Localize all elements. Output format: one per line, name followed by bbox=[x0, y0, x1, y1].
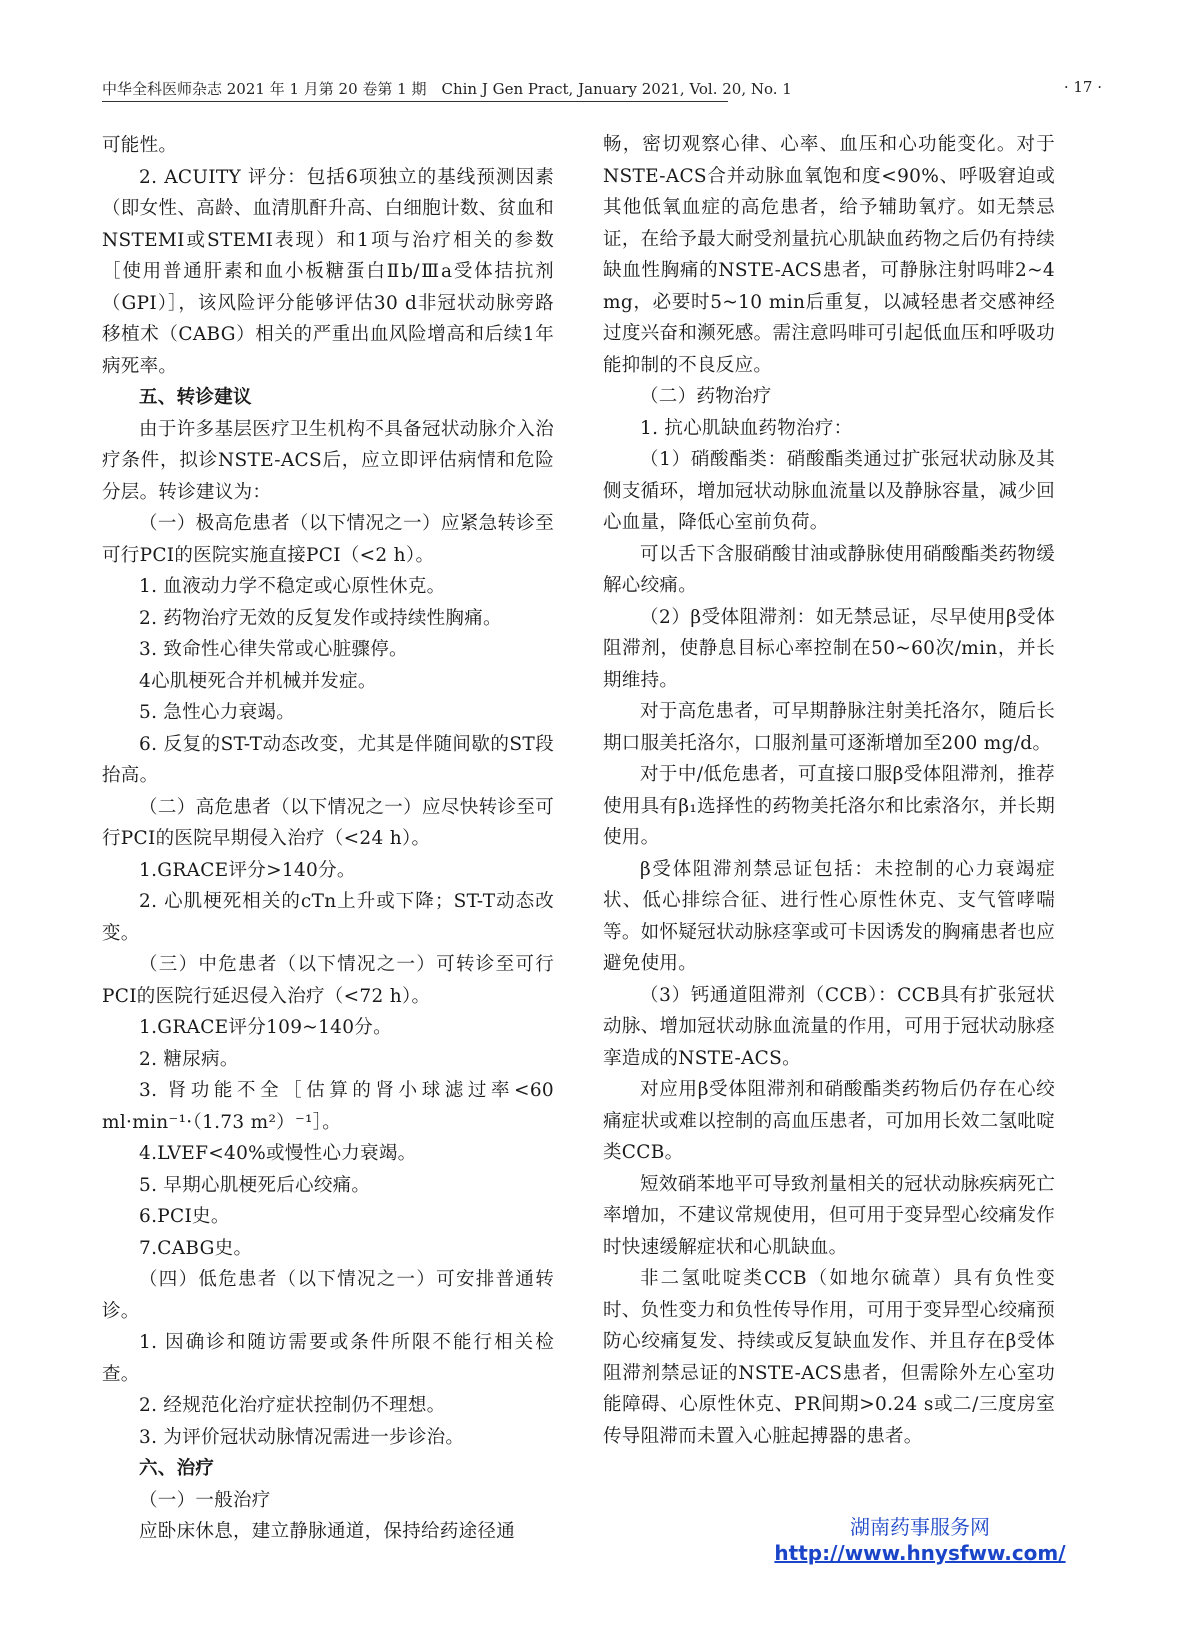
paragraph: 1.GRACE评分>140分。 bbox=[139, 859, 356, 881]
paragraph: 3. 为评价冠状动脉情况需进一步诊治。 bbox=[139, 1426, 465, 1448]
paragraph: 非二氢吡啶类CCB（如地尔硫䓬）具有负性变时、负性变力和负性传导作用，可用于变异型心绞痛预防心绞痛复发、持续或反复缺血发作、并且存在β受体阻滞剂禁忌证的NSTE-ACS患者，但需除外左心室功能障碍、心原性休克、PR间期>0.24 s或二/三度房室传导阻滞而未置入心脏起搏器的患者。 bbox=[603, 1268, 1055, 1447]
watermark-url-link[interactable]: http://www.hnysfww.com/ bbox=[774, 1541, 1066, 1565]
paragraph: 2. 糖尿病。 bbox=[139, 1048, 239, 1070]
paragraph: 3. 致命性心律失常或心脏骤停。 bbox=[139, 639, 408, 660]
section-heading: 五、转诊建议 bbox=[139, 387, 252, 408]
paragraph: 1. 血液动力学不稳定或心原性休克。 bbox=[139, 576, 446, 597]
paragraph: （一）极高危患者（以下情况之一）应紧急转诊至可行PCI的医院实施直接PCI（<2 h）。 bbox=[102, 513, 554, 566]
paragraph: 可能性。 bbox=[102, 135, 178, 156]
paragraph: 畅，密切观察心律、心率、血压和心功能变化。对于NSTE-ACS合并动脉血氧饱和度<90%、呼吸窘迫或其他低氧血症的高危患者，给予辅助氧疗。如无禁忌证，在给予最大耐受剂量抗心肌缺血药物之后仍有持续缺血性胸痛的NSTE-ACS患者，可静脉注射吗啡2~4 mg，必要时5~10 min后重复，以减轻患者交感神经过度兴奋和濒死感。需注意吗啡可引起低血压和呼吸功能抑制的不良反应。 bbox=[603, 134, 1055, 376]
paragraph: 3. 肾功能不全［估算的肾小球滤过率<60 ml·min⁻¹·（1.73 m²）⁻¹］。 bbox=[102, 1080, 554, 1133]
paragraph: 由于许多基层医疗卫生机构不具备冠状动脉介入治疗条件，拟诊NSTE-ACS后，应立即评估病情和危险分层。转诊建议为： bbox=[102, 418, 554, 503]
paragraph: 应卧床休息，建立静脉通道，保持给药途径通 bbox=[139, 1521, 516, 1542]
paragraph: 7.CABG史。 bbox=[139, 1237, 253, 1259]
section-heading: 六、治疗 bbox=[139, 1458, 215, 1479]
paragraph: （一）一般治疗 bbox=[139, 1489, 271, 1511]
paragraph: （四）低危患者（以下情况之一）可安排普通转诊。 bbox=[102, 1269, 554, 1322]
paragraph: 对于中/低危患者，可直接口服β受体阻滞剂，推荐使用具有β₁选择性的药物美托洛尔和比索洛尔，并长期使用。 bbox=[603, 764, 1055, 848]
running-header bbox=[102, 78, 1102, 102]
paragraph: 可以舌下含服硝酸甘油或静脉使用硝酸酯类药物缓解心绞痛。 bbox=[603, 543, 1055, 596]
paragraph: 2. 药物治疗无效的反复发作或持续性胸痛。 bbox=[139, 607, 502, 629]
paragraph: 1. 抗心肌缺血药物治疗： bbox=[640, 417, 853, 439]
paragraph: 1.GRACE评分109~140分。 bbox=[139, 1017, 392, 1038]
paragraph: β受体阻滞剂禁忌证包括：未控制的心力衰竭症状、低心排综合征、进行性心原性休克、支气管哮喘等。如怀疑冠状动脉痉挛或可卡因诱发的胸痛患者也应避免使用。 bbox=[603, 858, 1055, 974]
paragraph: （2）β受体阻滞剂：如无禁忌证，尽早使用β受体阻滞剂，使静息目标心率控制在50~60次/min，并长期维持。 bbox=[603, 606, 1055, 691]
paragraph: （三）中危患者（以下情况之一）可转诊至可行PCI的医院行延迟侵入治疗（<72 h）。 bbox=[102, 954, 554, 1007]
journal-citation: 中华全科医师杂志 2021 年 1 月第 20 卷第 1 期 Chin J Gen Pract, January 2021, Vol. 20, No. 1 bbox=[102, 80, 792, 98]
watermark-site-name: 湖南药事服务网 bbox=[850, 1515, 990, 1539]
header-rule bbox=[102, 101, 728, 102]
site-watermark bbox=[760, 1514, 1080, 1566]
right-column bbox=[603, 129, 1055, 1452]
paragraph: 2. 经规范化治疗症状控制仍不理想。 bbox=[139, 1395, 446, 1416]
paragraph: 5. 早期心肌梗死后心绞痛。 bbox=[139, 1174, 371, 1196]
paragraph: 6. 反复的ST-T动态改变，尤其是伴随间歇的ST段抬高。 bbox=[102, 733, 554, 786]
paragraph: 对于高危患者，可早期静脉注射美托洛尔，随后长期口服美托洛尔，口服剂量可逐渐增加至200 mg/d。 bbox=[603, 701, 1055, 754]
paragraph: 4心肌梗死合并机械并发症。 bbox=[139, 670, 377, 692]
paragraph: 2. 心肌梗死相关的cTn上升或下降；ST-T动态改变。 bbox=[102, 891, 554, 944]
paragraph: 短效硝苯地平可导致剂量相关的冠状动脉疾病死亡率增加，不建议常规使用，但可用于变异型心绞痛发作时快速缓解症状和心肌缺血。 bbox=[603, 1173, 1055, 1258]
paragraph: （1）硝酸酯类：硝酸酯类通过扩张冠状动脉及其侧支循环，增加冠状动脉血流量以及静脉容量，减少回心血量，降低心室前负荷。 bbox=[603, 449, 1055, 533]
paragraph: （二）药物治疗 bbox=[640, 386, 772, 407]
paragraph: （3）钙通道阻滞剂（CCB）：CCB具有扩张冠状动脉、增加冠状动脉血流量的作用，可用于冠状动脉痉挛造成的NSTE-ACS。 bbox=[603, 984, 1055, 1069]
paragraph: 2. ACUITY 评分：包括6项独立的基线预测因素（即女性、高龄、血清肌酐升高、白细胞计数、贫血和NSTEMI或STEMI表现）和1项与治疗相关的参数［使用普通肝素和血小板糖蛋白Ⅱb/Ⅲa受体拮抗剂（GPI）］，该风险评分能够评估30 d非冠状动脉旁路移植术（CABG）相关的严重出血风险增高和后续1年病死率。 bbox=[102, 166, 554, 377]
paragraph: 1. 因确诊和随访需要或条件所限不能行相关检查。 bbox=[102, 1332, 554, 1385]
paragraph: 5. 急性心力衰竭。 bbox=[139, 702, 296, 723]
paragraph: （二）高危患者（以下情况之一）应尽快转诊至可行PCI的医院早期侵入治疗（<24 h）。 bbox=[102, 796, 554, 849]
paragraph: 6.PCI史。 bbox=[139, 1206, 230, 1227]
paragraph: 对应用β受体阻滞剂和硝酸酯类药物后仍存在心绞痛症状或难以控制的高血压患者，可加用长效二氢吡啶类CCB。 bbox=[603, 1079, 1055, 1163]
paragraph: 4.LVEF<40%或慢性心力衰竭。 bbox=[139, 1143, 417, 1164]
left-column bbox=[102, 130, 554, 1548]
page-number: · 17 · bbox=[1063, 78, 1102, 96]
